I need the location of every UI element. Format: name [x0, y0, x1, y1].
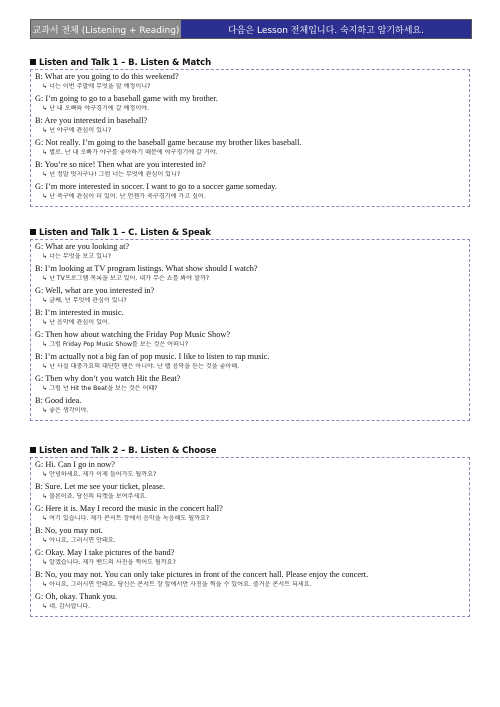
korean-translation — [35, 127, 465, 136]
english-sentence: B: I’m actually not a big fan of pop music. I like to listen to rap music. — [35, 352, 270, 361]
korean-text: 난 사실 대중가요의 대단한 팬은 아니야. 난 랩 음악을 듣는 것을 좋아해. — [49, 362, 240, 370]
dialogue-line — [35, 286, 465, 305]
english-sentence: G: Here it is. May I record the music in the concert hall? — [35, 504, 223, 513]
dialogue-line — [35, 352, 465, 371]
arrow-icon: ↳ — [42, 406, 48, 414]
korean-translation — [35, 171, 465, 180]
dialogue-box — [30, 69, 470, 207]
dialogue-box — [30, 239, 470, 421]
korean-translation — [35, 297, 465, 306]
arrow-icon: ↳ — [42, 558, 48, 566]
square-bullet-icon — [30, 229, 36, 235]
page-header — [30, 19, 472, 39]
english-sentence: G: Then how about watching the Friday Pop Music Show? — [35, 330, 231, 339]
korean-text: 난 TV프로그램 목록을 보고 있어. 내가 무슨 쇼를 봐야 할까? — [49, 274, 210, 282]
dialogue-line — [35, 94, 465, 113]
korean-text: 글쎄, 넌 무엇에 관심이 있니? — [49, 296, 127, 304]
english-sentence: G: I’m going to go to a baseball game with my brother. — [35, 94, 218, 103]
section-listen-talk-1b — [30, 58, 470, 207]
dialogue-line — [35, 160, 465, 179]
korean-translation — [35, 471, 465, 480]
korean-translation — [35, 83, 465, 92]
english-sentence: B: Sure. Let me see your ticket, please. — [35, 482, 165, 491]
arrow-icon: ↳ — [42, 274, 48, 282]
korean-translation — [35, 275, 465, 284]
arrow-icon: ↳ — [42, 536, 48, 544]
korean-translation — [35, 149, 465, 158]
english-sentence: B: I’m interested in music. — [35, 308, 124, 317]
korean-text: 물론이죠. 당신의 티켓을 보여주세요. — [49, 492, 148, 500]
english-sentence: G: Not really. I’m going to the baseball game because my brother likes baseball. — [35, 138, 302, 147]
arrow-icon: ↳ — [42, 318, 48, 326]
section-title: Listen and Talk 1 – C. Listen & Speak — [30, 228, 470, 239]
english-sentence: G: Oh, okay. Thank you. — [35, 592, 118, 601]
korean-text: 그럼 넌 Hit the Beat을 보는 것은 어때? — [49, 384, 158, 392]
korean-text: 알겠습니다. 제가 밴드의 사진을 찍어도 될까요? — [49, 558, 176, 566]
dialogue-line — [35, 504, 465, 523]
dialogue-line — [35, 526, 465, 545]
arrow-icon: ↳ — [42, 82, 48, 90]
english-sentence: G: Okay. May I take pictures of the band? — [35, 548, 175, 557]
dialogue-line — [35, 592, 465, 611]
dialogue-line — [35, 482, 465, 501]
square-bullet-icon — [30, 59, 36, 65]
korean-translation — [35, 363, 465, 372]
square-bullet-icon — [30, 447, 36, 453]
korean-text: 너는 이번 주말에 무엇을 할 예정이니? — [49, 82, 151, 90]
english-sentence: G: Hi. Can I go in now? — [35, 460, 115, 469]
dialogue-line — [35, 116, 465, 135]
korean-translation — [35, 319, 465, 328]
korean-translation — [35, 515, 465, 524]
korean-text: 넌 정말 멋지구나! 그럼 너는 무엇에 관심이 있니? — [49, 170, 181, 178]
arrow-icon: ↳ — [42, 296, 48, 304]
korean-translation — [35, 193, 465, 202]
dialogue-line — [35, 548, 465, 567]
korean-text: 아니요, 그러시면 안돼요. — [49, 536, 116, 544]
arrow-icon: ↳ — [42, 340, 48, 348]
dialogue-line — [35, 330, 465, 349]
korean-text: 너는 무엇을 보고 있니? — [49, 252, 112, 260]
korean-text: 좋은 생각이야. — [49, 406, 89, 414]
arrow-icon: ↳ — [42, 192, 48, 200]
korean-translation — [35, 407, 465, 416]
korean-translation — [35, 105, 465, 114]
english-sentence: B: No, you may not. You can only take pictures in front of the concert hall. Please enjoy the concert. — [35, 570, 369, 579]
english-sentence: B: Good idea. — [35, 396, 82, 405]
arrow-icon: ↳ — [42, 252, 48, 260]
dialogue-line — [35, 264, 465, 283]
korean-translation — [35, 581, 465, 590]
korean-text: 안녕하세요. 제가 이제 들어가도 될까요? — [49, 470, 157, 478]
english-sentence: G: Well, what are you interested in? — [35, 286, 155, 295]
dialogue-line — [35, 72, 465, 91]
arrow-icon: ↳ — [42, 514, 48, 522]
arrow-icon: ↳ — [42, 362, 48, 370]
korean-text: 여기 있습니다. 제가 콘서트 장에서 음악을 녹음해도 될까요? — [49, 514, 210, 522]
section-title: Listen and Talk 1 – B. Listen & Match — [30, 58, 470, 69]
korean-text: 난 음악에 관심이 있어. — [49, 318, 110, 326]
arrow-icon: ↳ — [42, 126, 48, 134]
english-sentence: B: Are you interested in baseball? — [35, 116, 148, 125]
dialogue-line — [35, 138, 465, 157]
dialogue-line — [35, 242, 465, 261]
english-sentence: G: I’m more interested in soccer. I want to go to a soccer game someday. — [35, 182, 277, 191]
korean-text: 네. 감사합니다. — [49, 602, 91, 610]
dialogue-line — [35, 396, 465, 415]
dialogue-line — [35, 570, 465, 589]
korean-text: 그럼 Friday Pop Music Show를 보는 것은 어떠니? — [49, 340, 189, 348]
korean-translation — [35, 537, 465, 546]
english-sentence: G: Then why don’t you watch Hit the Beat? — [35, 374, 181, 383]
english-sentence: B: I’m looking at TV program listings. What show should I watch? — [35, 264, 258, 273]
dialogue-box — [30, 457, 470, 617]
english-sentence: B: No, you may not. — [35, 526, 103, 535]
korean-translation — [35, 385, 465, 394]
korean-translation — [35, 493, 465, 502]
korean-text: 별로. 난 내 오빠가 야구를 좋아하기 때문에 야구경기에 갈 거야. — [49, 148, 218, 156]
section-title: Listen and Talk 2 – B. Listen & Choose — [30, 446, 470, 457]
dialogue-line — [35, 182, 465, 201]
arrow-icon: ↳ — [42, 148, 48, 156]
dialogue-line — [35, 308, 465, 327]
korean-translation — [35, 253, 465, 262]
english-sentence: G: What are you looking at? — [35, 242, 130, 251]
dialogue-line — [35, 460, 465, 479]
korean-translation — [35, 603, 465, 612]
korean-text: 난 내 오빠와 야구경기에 갈 예정이야. — [49, 104, 150, 112]
korean-text: 넌 야구에 관심이 있니? — [49, 126, 112, 134]
arrow-icon: ↳ — [42, 170, 48, 178]
arrow-icon: ↳ — [42, 384, 48, 392]
header-instruction: 다음은 Lesson 전체입니다. 숙지하고 암기하세요. — [181, 20, 471, 38]
arrow-icon: ↳ — [42, 470, 48, 478]
english-sentence: B: You’re so nice! Then what are you interested in? — [35, 160, 206, 169]
korean-text: 아니요, 그러시면 안돼요. 당신은 콘서트 장 앞에서만 사진을 찍을 수 있어요. 즐거운 콘서트 되세요. — [49, 580, 312, 588]
arrow-icon: ↳ — [42, 104, 48, 112]
arrow-icon: ↳ — [42, 580, 48, 588]
section-listen-talk-1c — [30, 228, 470, 421]
arrow-icon: ↳ — [42, 492, 48, 500]
korean-text: 난 축구에 관심이 더 있어. 난 언젠가 축구경기에 가고 싶어. — [49, 192, 206, 200]
header-course-label: 교과서 전체 (Listening + Reading) — [31, 20, 181, 38]
dialogue-line — [35, 374, 465, 393]
korean-translation — [35, 559, 465, 568]
arrow-icon: ↳ — [42, 602, 48, 610]
section-listen-talk-2b — [30, 446, 470, 617]
english-sentence: B: What are you going to do this weekend? — [35, 72, 179, 81]
korean-translation — [35, 341, 465, 350]
